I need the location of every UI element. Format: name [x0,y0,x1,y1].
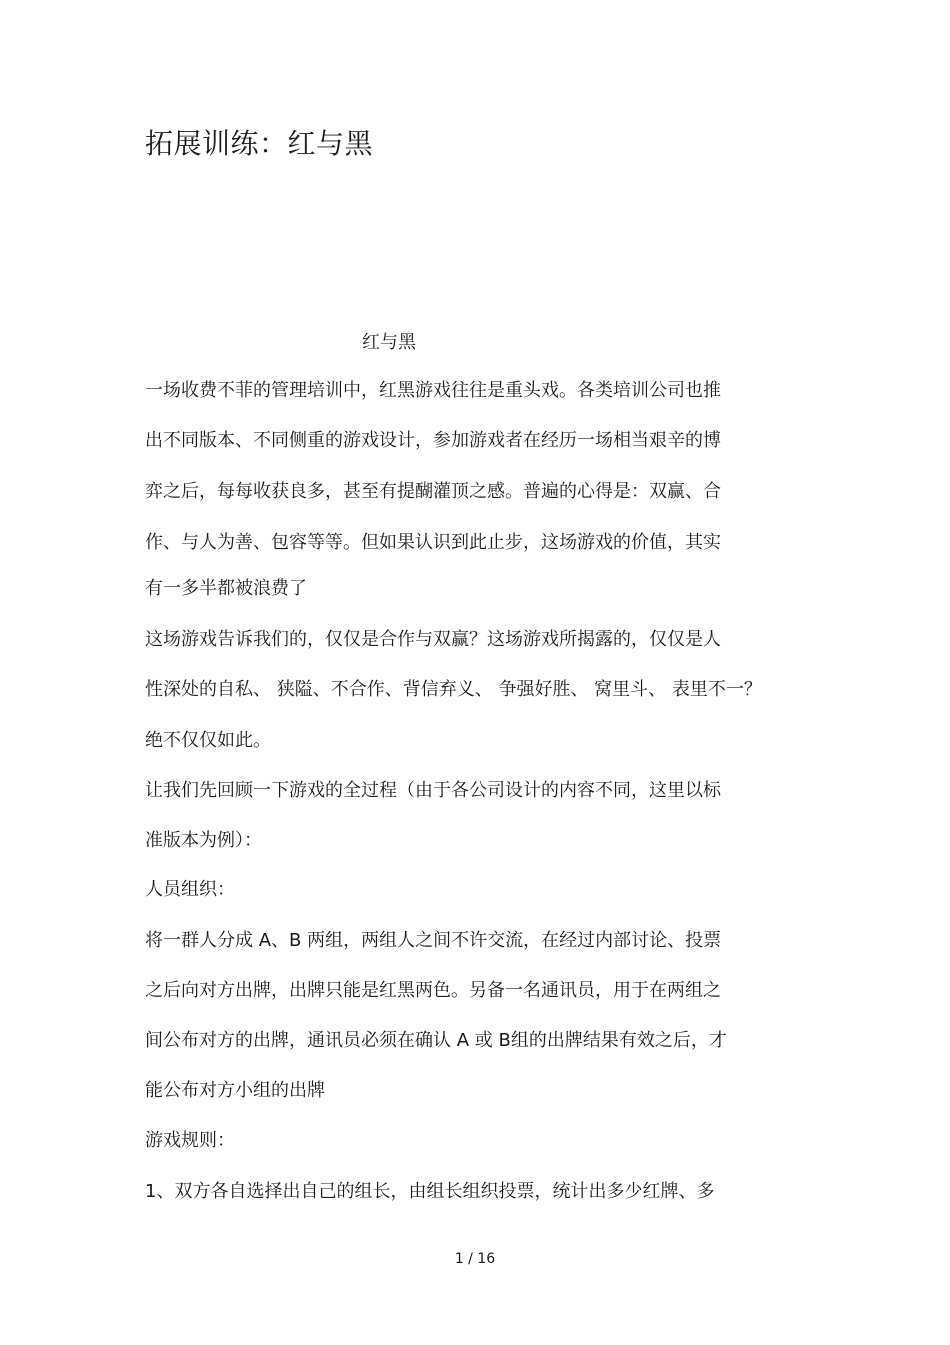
paragraph-line: 一场收费不菲的管理培训中，红黑游戏往往是重头戏。各类培训公司也推 [145,380,721,401]
paragraph-line: 之后向对方出牌，出牌只能是红黑两色。另备一名通讯员，用于在两组之 [145,980,721,1001]
paragraph-line: 间公布对方的出牌，通讯员必须在确认 A 或 B组的出牌结果有效之后，才 [145,1030,727,1051]
paragraph-line: 将一群人分成 A、B 两组，两组人之间不许交流，在经过内部讨论、投票 [145,930,722,951]
subheading-line: 游戏规则： [145,1130,235,1151]
paragraph-line: 这场游戏告诉我们的，仅仅是合作与双赢？这场游戏所揭露的，仅仅是人 [145,629,721,650]
paragraph-line: 作、与人为善、包容等等。但如果认识到此止步，这场游戏的价值，其实 [145,532,721,553]
paragraph-line: 性深处的自私、 狭隘、不合作、背信弃义、 争强好胜、 窝里斗、 表里不一？ [145,679,762,700]
paragraph-line: 出不同版本、不同侧重的游戏设计，参加游戏者在经历一场相当艰辛的博 [145,430,721,451]
paragraph-line: 有一多半都被浪费了 [145,578,307,599]
paragraph-line: 弈之后，每每收获良多，甚至有提醐灌顶之感。普遍的心得是：双赢、合 [145,481,721,502]
paragraph-line: 绝不仅仅如此。 [145,730,271,751]
page-number: 1 / 16 [454,1251,496,1267]
document-title: 拓展训练：红与黑 [145,127,374,160]
paragraph-line: 让我们先回顾一下游戏的全过程（由于各公司设计的内容不同，这里以标 [145,780,721,801]
paragraph-line: 准版本为例）： [145,830,262,851]
paragraph-line: 能公布对方小组的出牌 [145,1080,325,1101]
subheading-line: 人员组织： [145,879,235,900]
list-item-line: 1、双方各自选择出自己的组长，由组长组织投票，统计出多少红牌、多 [145,1181,715,1202]
section-heading: 红与黑 [362,332,416,353]
